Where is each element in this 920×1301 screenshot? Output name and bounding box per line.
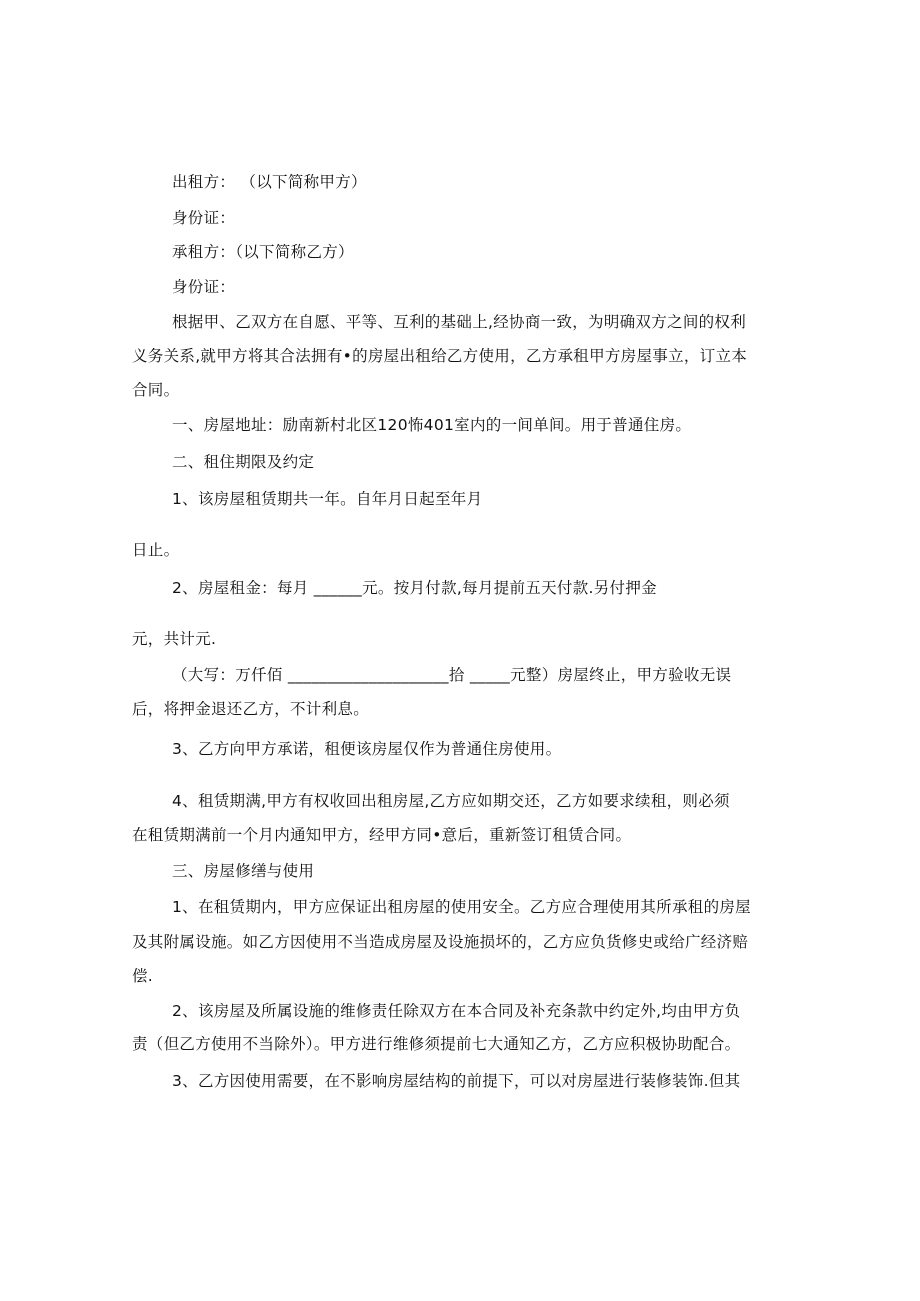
clause-2-2-line-3: （大写：万仟佰 ____________________拾 _____元整）房屋终止，甲方验收无误 <box>172 666 732 684</box>
preamble-line-2: 义务关系,就甲方将其合法拥有•的房屋出租给乙方使用，乙方承租甲方房屋事立，订立本 <box>132 347 748 365</box>
clause-3-2-line-2: 责（但乙方使用不当除外）。甲方进行维修须提前七大通知乙方，乙方应积极协助配合。 <box>132 1035 741 1053</box>
clause-3-1-line-3: 偿. <box>132 967 154 985</box>
clause-2-1-line-2: 日止。 <box>132 541 180 559</box>
preamble-line-3: 合同。 <box>132 381 180 399</box>
lessor-line: 出租方： （以下简称甲方） <box>172 173 367 191</box>
clause-2-2-line-2: 元，共计元. <box>132 630 217 648</box>
clause-2-1-line-1: 1、该房屋租赁期共一年。自年月日起至年月 <box>172 490 483 508</box>
section-2-heading: 二、租住期限及约定 <box>172 453 315 471</box>
section-1-address: 一、房屋地址：励南新村北区120怖401室内的一间单间。用于普通住房。 <box>172 416 692 434</box>
clause-3-3-line-1: 3、乙方因使用需要，在不影响房屋结构的前提下，可以对房屋进行装修装饰.但其 <box>172 1072 741 1090</box>
preamble-line-1: 根据甲、乙双方在自愿、平等、互利的基础上,经协商一致，为明确双方之间的权利 <box>172 313 747 331</box>
section-3-heading: 三、房屋修缮与使用 <box>172 862 315 880</box>
clause-2-4-line-1: 4、租赁期满,甲方有权收回出租房屋,乙方应如期交还，乙方如要求续租，则必须 <box>172 792 730 810</box>
clause-3-1-line-2: 及其附属设施。如乙方因使用不当造成房屋及设施损坏的，乙方应负货修史或给广经济赔 <box>132 933 749 951</box>
lessee-id-line: 身份证： <box>172 278 236 296</box>
clause-2-2-line-1: 2、房屋租金：每月 ______元。按月付款,每月提前五天付款.另付押金 <box>172 579 657 597</box>
lessee-line: 承租方：（以下简称乙方） <box>172 243 354 261</box>
clause-2-2-line-4: 后，将押金退还乙方，不计利息。 <box>132 700 370 718</box>
clause-3-1-line-1: 1、在租赁期内，甲方应保证出租房屋的使用安全。乙方应合理使用其所承租的房屋 <box>172 898 751 916</box>
clause-2-3: 3、乙方向甲方承诺，租便该房屋仅作为普通住房使用。 <box>172 740 562 758</box>
lessor-id-line: 身份证： <box>172 209 236 227</box>
clause-2-4-line-2: 在租赁期满前一个月内通知甲方，经甲方同•意后，重新签订租赁合同。 <box>132 826 632 844</box>
clause-3-2-line-1: 2、该房屋及所属设施的维修责任除双方在本合同及补充条款中约定外,均由甲方负 <box>172 1002 741 1020</box>
